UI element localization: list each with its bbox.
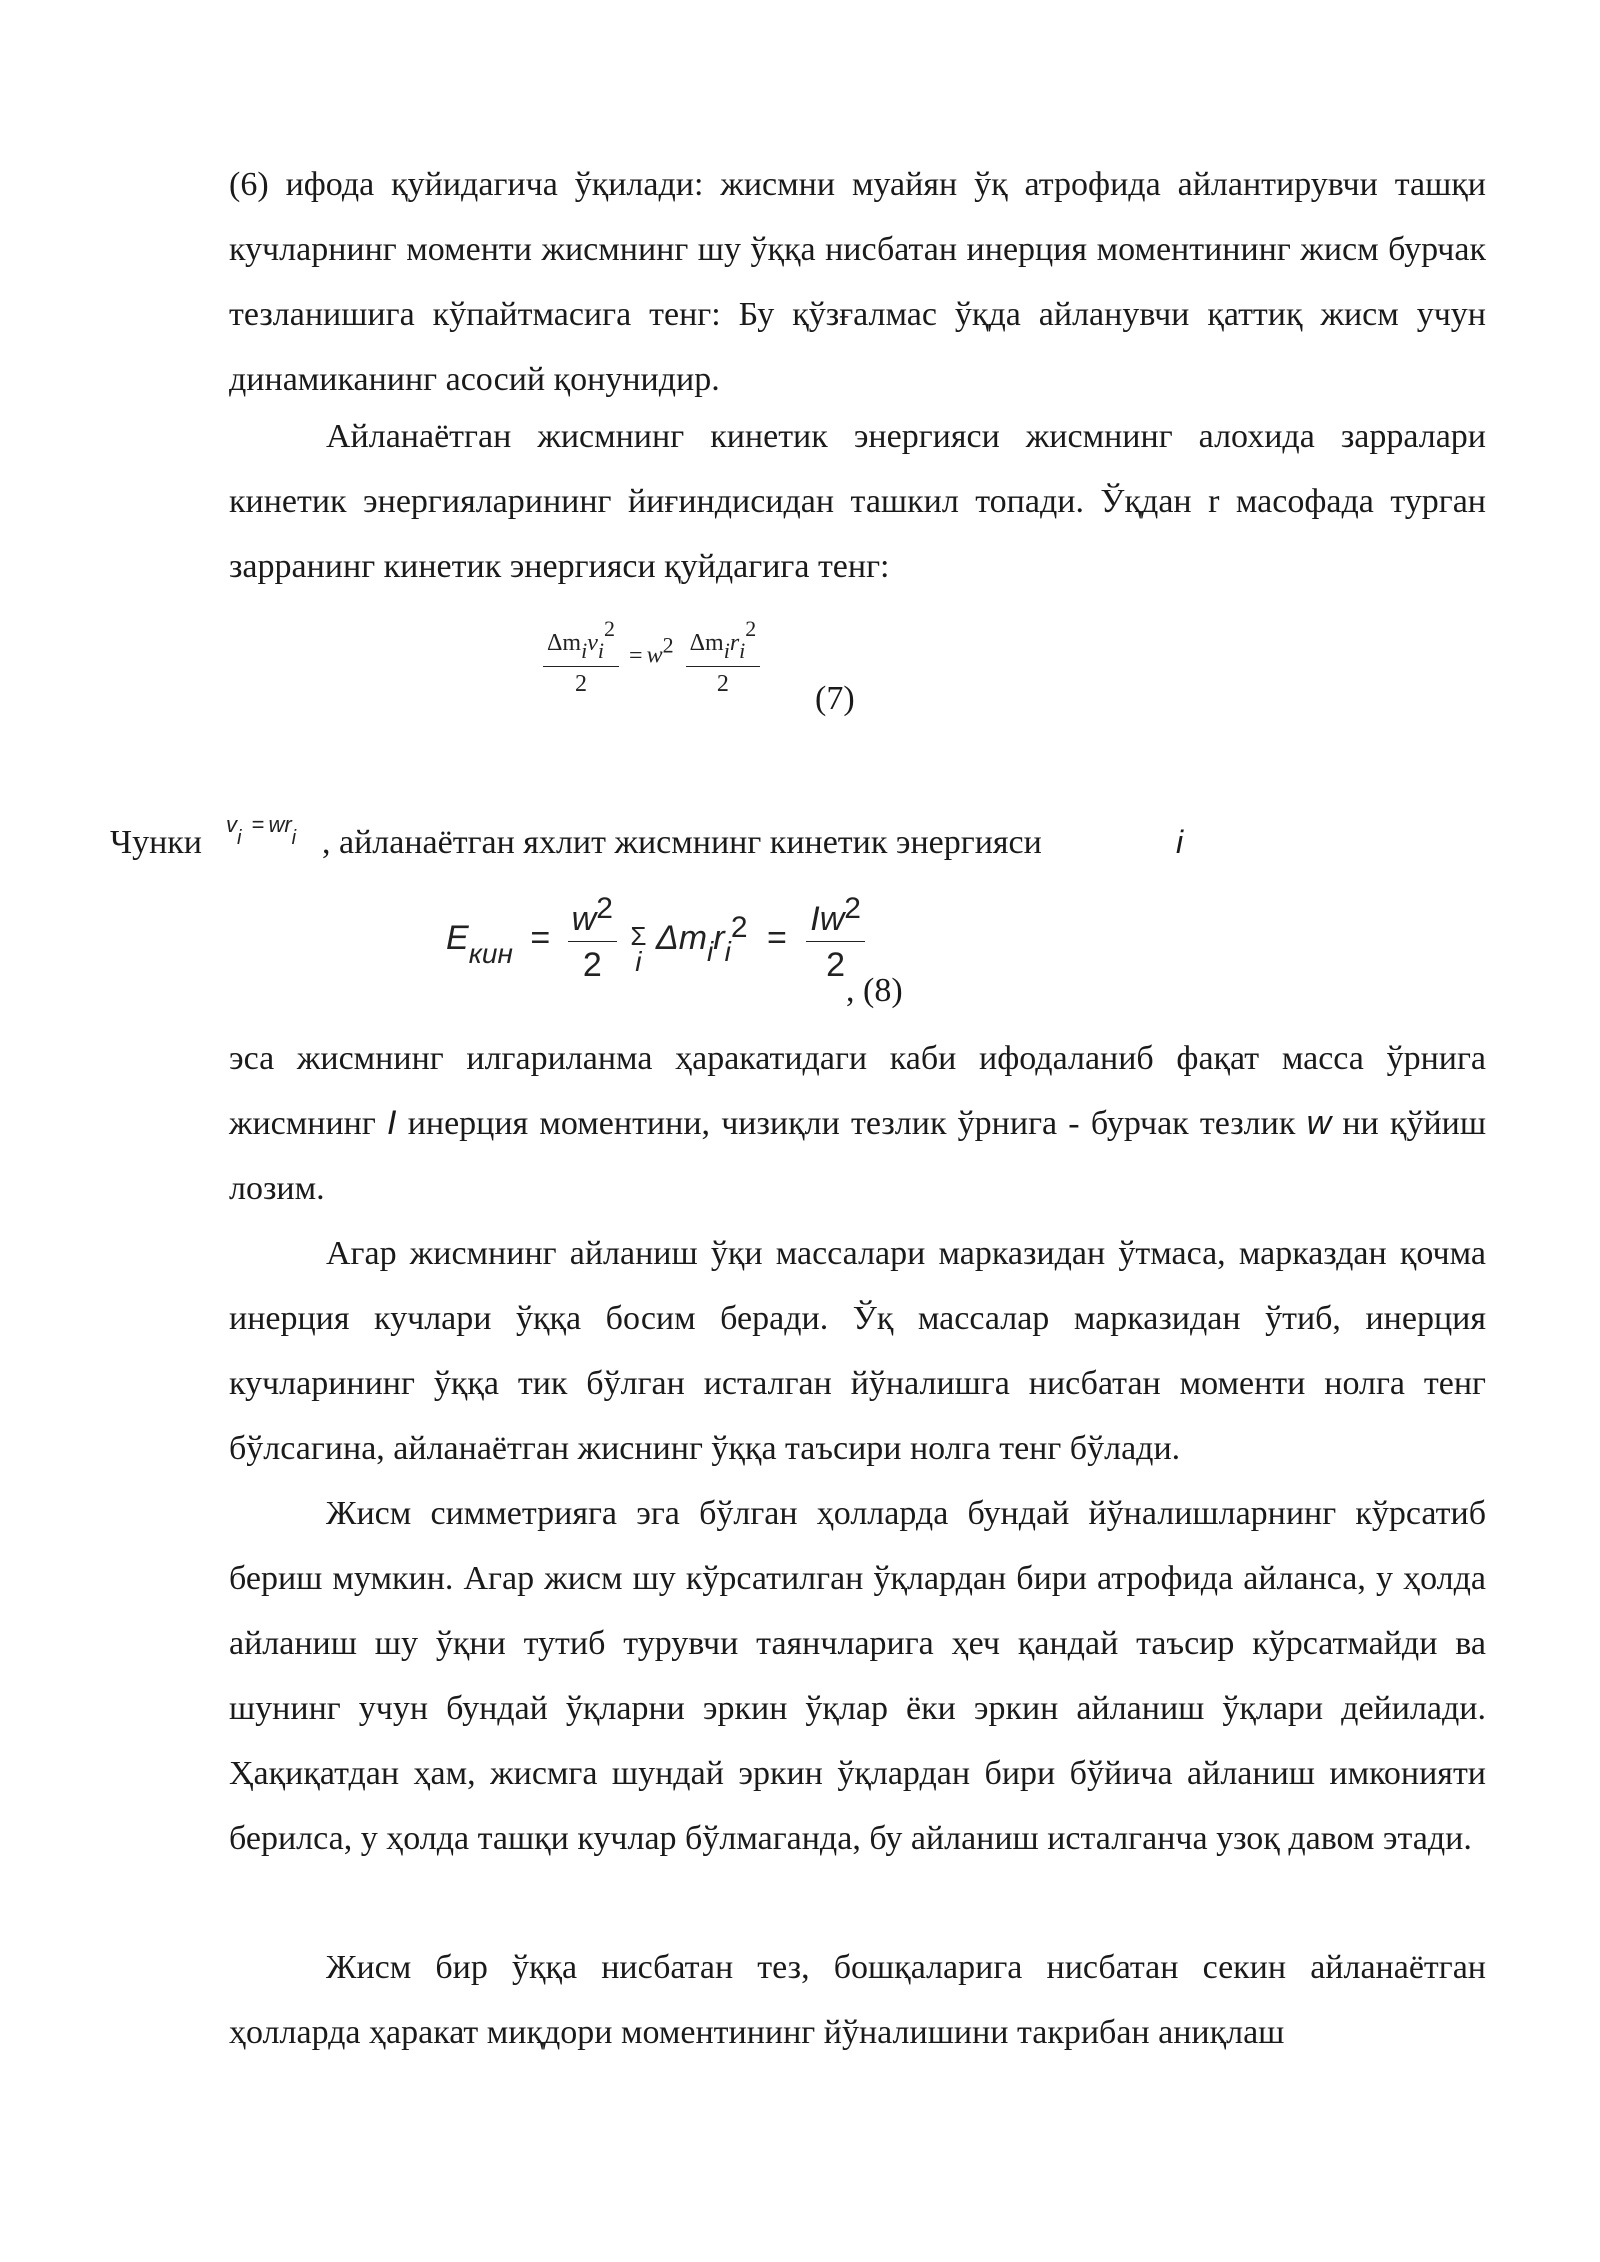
paragraph-5: Жисм симметрияга эга бўлган ҳолларда бундай йўналишларнинг кўрсатиб бериш мумкин. Агар жисм шу кўрсатилган ўқлардан бири атрофида айланса, у ҳолда айланиш шу ўқни тутиб турувчи таянчларига ҳеч қандай таъсир кўрсатмайди ва шунинг учун бундай ўқларни эркин ўқлар ёки эркин айланиш ўқлари дейилади. Ҳақиқатдан ҳам, жисмга шундай эркин ўқлардан бири бўйича айланиш имконияти берилса, у ҳолда ташқи кучлар бўлмаганда, бу айланиш исталганча узоқ давом этади. xyxy=(229,1495,1486,1857)
paragraph-6: Жисм бир ўққа нисбатан тез, бошқаларига нисбатан секин айланаётган ҳолларда ҳаракат миқдори моментининг йўналишини такрибан аниқлаш xyxy=(229,1949,1486,2051)
equation-7: $\frac{\text{Δmivi2}}{2}$ = w2 $\frac{\text{Δmiri2}}{2}$ xyxy=(543,616,760,698)
symbol-w: w xyxy=(1306,1104,1332,1142)
symbol-I: I xyxy=(387,1104,397,1142)
chunki-line xyxy=(110,824,202,862)
eq8-fraction-Iw2: $\frac{Iw2}{2}$ xyxy=(806,892,865,985)
paragraph-3: эса жисмнинг илгариланма ҳаракатидаги каби ифодаланиб фақат масса ўрнига жисмнинг I инерция моментини, чизиқли тезлик ўрнига - бурчак тезлик w ни қўйиш лозим. xyxy=(229,1040,1487,1207)
equation-7-number: (7) xyxy=(815,680,855,717)
eq8-fraction-w2: $\frac{w2}{2}$ xyxy=(568,892,617,985)
stray-i-symbol: i xyxy=(1176,824,1184,860)
eq7-fraction-left: $\frac{\text{Δmivi2}}{2}$ xyxy=(543,616,619,698)
eq7-fraction-right: $\frac{\text{Δmiri2}}{2}$ xyxy=(686,616,761,698)
equation-8-number: , (8) xyxy=(846,972,903,1009)
paragraph-2: Айланаётган жисмнинг кинетик энергияси жисмнинг алохида зарралари кинетик энергияларининг йиғиндисидан ташкил топади. Ўқдан r масофада турган зарранинг кинетик энергияси қуйдагига тенг: xyxy=(229,418,1486,585)
chunki-rest-text: , айланаётган яхлит жисмнинг кинетик энергияси xyxy=(322,824,1042,861)
vi-equals-wri: vi = wri xyxy=(226,812,297,849)
chunki-word: Чунки xyxy=(110,824,203,861)
paragraph-1: (6) ифода қуйидагича ўқилади: жисмни муайян ўқ атрофида айлантирувчи ташқи кучларнинг моменти жисмнинг шу ўққа нисбатан инерция моментининг жисм бурчак тезланишига кўпайтмасига тенг: Бу қўзғалмас ўқда айланувчи қаттиқ жисм учун динамиканинг асосий қонунидир. xyxy=(229,166,1486,398)
eq8-sum: Σ i xyxy=(630,920,647,977)
equation-8: $E_{кин}$ = $\frac{w2}{2}$ Σ i $\Delta m_ir_i2$ = $\frac{Iw2}{2}$ xyxy=(446,892,865,985)
paragraph-4: Агар жисмнинг айланиш ўқи массалари марказидан ўтмаса, марказдан қочма инерция кучлари ўққа босим беради. Ўқ массалар марказидан ўтиб, инерция кучларининг ўққа тик бўлган исталган йўналишга нисбатан моменти нолга тенг бўлсагина, айланаётган жиснинг ўққа таъсири нолга тенг бўлади. xyxy=(229,1235,1486,1467)
